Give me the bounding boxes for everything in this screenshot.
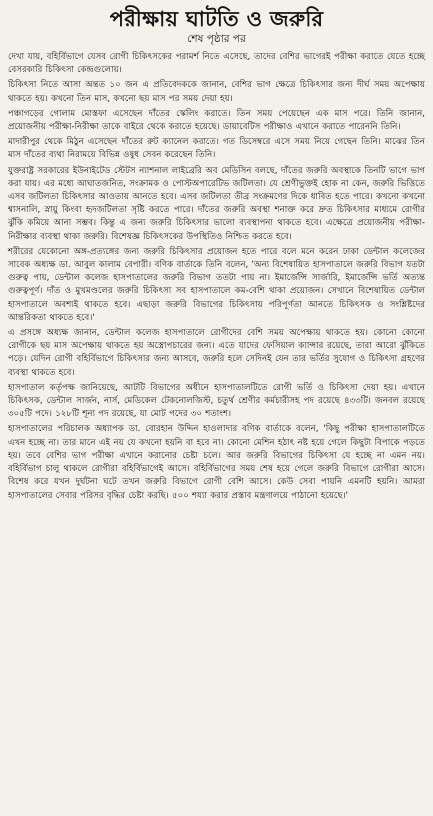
headline: পরীক্ষায় ঘাটতি ও জরুরি [109, 6, 324, 31]
paragraph-9: হাসপাতালের পরিচালক অধ্যাপক ডা. বোরহান উদ্দিন হাওলাদার বণিক বার্তাকে বলেন, 'কিছু পরীক্ষা হাসপাতালটিতে এখন হচ্ছে না। তার মানে এই নয় যে কখনো হয়নি বা হবে না। কোনো মেশিন হঠাৎ নষ্ট হয়ে গেলে কিছুটা বিপাকে পড়তে হয়। তবে বেশির ভাগ পরীক্ষা এখানে করানোর চেষ্টা চলে। আর জরুরি বিভাগের চিকিৎসা যে হচ্ছে না এমন নয়। বহির্বিভাগ চালু থাকলে রোগীরা বহির্বিভাগেই আসে। বহির্বিভাগের সময় শেষ হয়ে গেলে জরুরি বিভাগে রোগীরা আসে। বিশেষ করে যখন দুর্ঘটনা ঘটে তখন জরুরি বিভাগে রোগী বেশি আসে। কেউ সেবা পায়নি এমনটি হয়নি। আমরা হাসপাতালের সেবার পরিসর বৃদ্ধির চেষ্টা করছি। ৫০০ শয্যা করার প্রস্তাব মন্ত্রণালয়ে পাঠানো হয়েছে।' [8, 424, 425, 501]
paragraph-1: দেখা যায়, বহির্বিভাগে যেসব রোগী চিকিৎসকের পরামর্শ নিতে এসেছে, তাদের বেশির ভাগেরই পরীক্ষা করাতে যেতে হচ্ছে বেসরকারি চিকিৎসা কেন্দ্রগুলোয়। [8, 52, 425, 76]
paragraph-4: মাদারীপুর থেকে মিঠুন এসেছেন দাঁতের রুট ক্যানেল করাতে। গত ডিসেম্বরে এসে সময় নিয়ে গেছেন তিনি। মাঝের তিন মাস দাঁতের ব্যথা নিরাময়ে বিভিন্ন ওষুধ সেবন করেছেন তিনি। [8, 137, 425, 161]
paragraph-6: শরীরের যেকোনো অঙ্গ-প্রত্যঙ্গের জন্য জরুরি চিকিৎসার প্রয়োজন হতে পারে বলে মনে করেন ঢাকা ডেন্টাল কলেজের সাবেক অধ্যক্ষ ডা. আবুল কালাম বেপারী। বণিক বার্তাকে তিনি বলেন, 'অন্য বিশেষায়িত হাসপাতালে জরুরি বিভাগ যতটা গুরুত্ব পায়, ডেন্টাল কলেজ হাসপাতালের জরুরি বিভাগ ততটা পায় না। ইমার্জেন্সি সার্জারি, ইমার্জেন্সি ভর্তি অত্যন্ত গুরুত্বপূর্ণ। দাঁত ও মুখমণ্ডলের জরুরি চিকিৎসা সব হাসপাতালে কম-বেশি থাকা প্রয়োজন। সেখানে বিশেষায়িত ডেন্টাল হাসপাতালে অবশ্যই থাকতে হবে। এছাড়া জরুরি বিভাগের চিকিৎসায় পরিপূর্ণতা আনতে চিকিৎসক ও সংশ্লিষ্টদের আন্তরিকতা থাকতে হবে।' [8, 246, 425, 323]
paragraph-2: চিকিৎসা নিতে আসা অন্তত ১০ জন এ প্রতিবেদককে জানান, বেশির ভাগ ক্ষেত্রে চিকিৎসার জন্য দীর্ঘ সময় অপেক্ষায় থাকতে হয়। কখনো তিন মাস, কখনো ছয় মাস পর সময় দেয়া হয়। [8, 80, 425, 104]
paragraph-8: হাসপাতাল কর্তৃপক্ষ জানিয়েছে, আটটি বিভাগের অধীনে হাসপাতালটিতে রোগী ভর্তি ও চিকিৎসা দেয়া হয়। এখানে চিকিৎসক, ডেন্টাল সার্জন, নার্স, মেডিকেল টেকনোলজিস্ট, চতুর্থ শ্রেণীর কর্মচারীসহ পদ রয়েছে ৪৩৩টি। জনবল রয়েছে ৩০৫টি পদে। ১২৮টি শূন্য পদ রয়েছে, যা মোট পদের ৩০ শতাংশ। [8, 382, 425, 420]
continuation-note: শেষ পৃষ্ঠার পর [187, 33, 246, 45]
paragraph-3: পঞ্চাগড়ের গোলাম মোস্তফা এসেছেন দাঁতের স্কেলিং করাতে। তিন সময় পেয়েছেন এক মাস পরে। তিনি জানান, প্রয়োজনীয় পরীক্ষা-নিরীক্ষা তাকে বাইরে থেকে করাতে হয়েছে। ডায়াবেটিস পরীক্ষাও এখানে করাতে পারেননি তিনি। [8, 108, 425, 133]
article-body [8, 51, 425, 504]
paragraph-5: যুক্তরাষ্ট্র সরকারের ইউনাইটেড স্টেটস ন্যাশনাল লাইব্রেরি অব মেডিসিন বলছে, দাঁতের জরুরি অবস্থাকে তিনটি ভাগে ভাগ করা যায়। এর মধ্যে আঘাতজনিত, সংক্রামক ও পোস্টঅপারেটিভ জটিলতা। যে শ্রেণীভুক্তই হোক না কেন, জরুরি ভিত্তিতে এসব জটিলতা চিকিৎসার আওতায় আনতে হবে। এসব জটিলতা তীব্র সংক্রমণের দিকে ধাবিত হতে পারে। কখনো কখনো শ্বাসনালি, স্নায়ু কিংবা হৃদজটিলতা সৃষ্টি করতে পারে। দাঁতের জরুরি অবস্থা শনাক্ত করে দ্রুত চিকিৎসার মাধ্যমে রোগীর ঝুঁকি কমিয়ে আনা সম্ভব। কিন্তু এ জন্য জরুরি চিকিৎসার ভালো ব্যবস্থাপনা থাকতে হবে। এক্ষেত্রে প্রয়োজনীয় পরীক্ষা-নিরীক্ষার ব্যবস্থা থাকা জরুরি। বিশেষজ্ঞ চিকিৎসকের উপস্থিতিও নিশ্চিত করতে হবে। [8, 165, 425, 242]
paragraph-7: এ প্রসঙ্গে অধ্যক্ষ জানান, ডেন্টাল কলেজ হাসপাতালে রোগীদের বেশি সময় অপেক্ষায় থাকতে হয়। কোনো কোনো রোগীকে ছয় মাস অপেক্ষায় থাকতে হয় অস্ত্রোপচারের জন্য। এতে যাদের ফেসিয়াল ক্যান্সার রয়েছে, তারা আরো ঝুঁকিতে পড়ে। যেদিন রোগী বহির্বিভাগে চিকিৎসার জন্য আসবে, জরুরি হলে সেদিনই যেন তার ভর্তির সুযোগ ও চিকিৎসা গ্রহণের ব্যবস্থা থাকতে হবে। [8, 328, 425, 378]
